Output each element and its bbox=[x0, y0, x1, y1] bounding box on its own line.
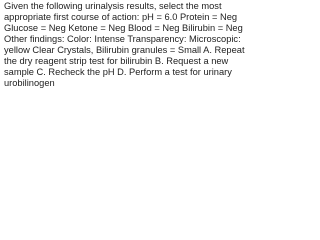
question-text: Given the following urinalysis results, select the most appropriate first course of action: pH = 6.0 Protein = Neg Glucose = Neg Ketone = Neg Blood = Neg Bilirubin = Neg Other findings: Color: Intense Transparency: Microscopic: yellow Clear Crystals, Bilirubin granules = Small A. Repeat the dry reagent strip test for bilirubin B. Request a new sample C. Recheck the pH D. Perform a test for urinary urobilinogen bbox=[4, 1, 245, 88]
